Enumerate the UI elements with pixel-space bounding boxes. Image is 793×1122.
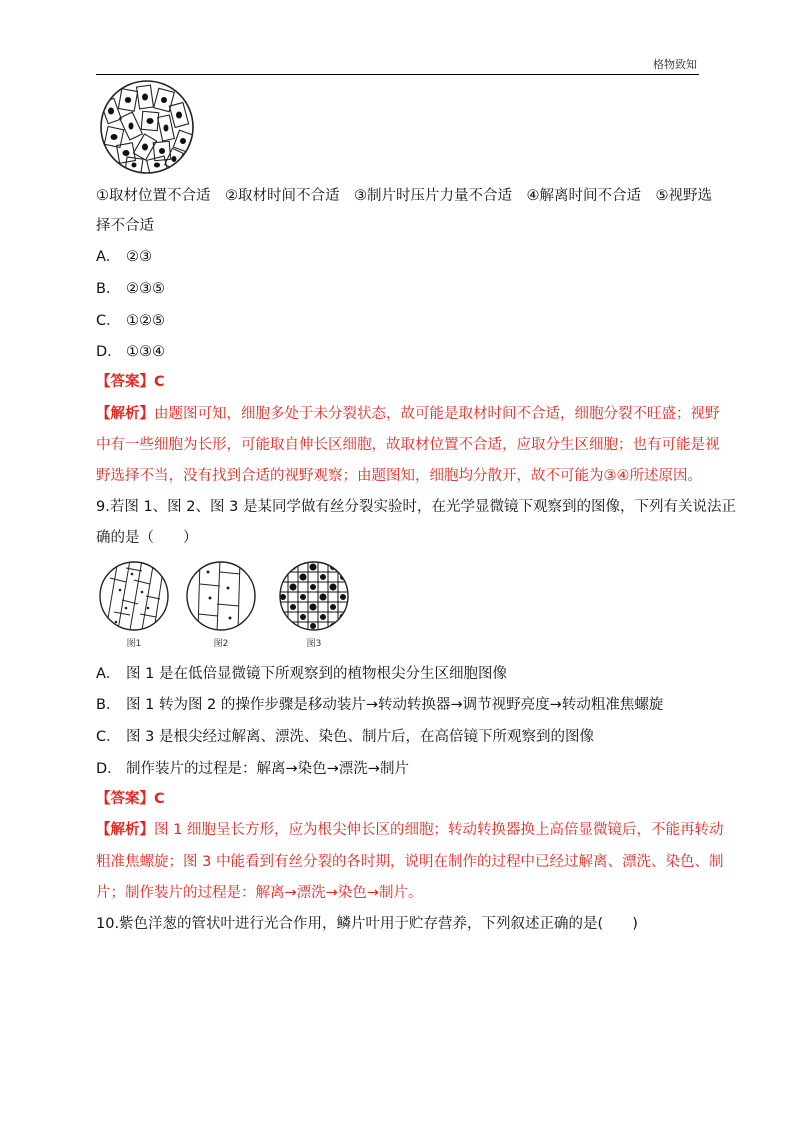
- option-letter: B．: [96, 697, 121, 713]
- q10-stem-line-1: 10.紫色洋葱的管状叶进行光合作用，鳞片叶用于贮存营养，下列叙述正确的是( ): [96, 916, 638, 932]
- q8-analysis-line-3: 野选择不当，没有找到合适的视野观察；由题图知，细胞均分散开，故不可能为③④所述原因。: [96, 468, 702, 484]
- q8-option-c: [96, 311, 706, 331]
- answer-label: 【答案】: [96, 374, 154, 390]
- q9-analysis-line-1: [96, 820, 724, 840]
- q9-option-c: [96, 727, 706, 747]
- figure-2-image: [198, 560, 240, 632]
- q8-analysis-line-2: 中有一些细胞为长形，可能取自伸长区细胞，故取材位置不合适，应取分生区细胞；也有可能是视: [96, 437, 720, 453]
- option-text: 图 1 转为图 2 的操作步骤是移动装片→转动转换器→调节视野亮度→转动粗准焦螺旋: [126, 697, 664, 713]
- option-letter: B．: [96, 281, 121, 297]
- q8-option-a: [96, 247, 706, 267]
- option-letter: D．: [96, 761, 122, 777]
- q9-stem-line-2: 确的是（ ）: [96, 530, 198, 546]
- q8-stem-line-2: 择不合适: [96, 218, 154, 234]
- option-letter: D．: [96, 344, 122, 360]
- q8-stem-line-1: ①取材位置不合适 ②取材时间不合适 ③制片时压片力量不合适 ④解离时间不合适 ⑤视野选: [96, 188, 712, 204]
- analysis-text: 图 1 细胞呈长方形，应为根尖伸长区的细胞；转动转换器换上高倍显微镜后，不能再转动: [154, 822, 724, 838]
- option-text: ①③④: [126, 344, 165, 360]
- figure-2-label: 图2: [213, 639, 229, 649]
- figure-1-label: 图1: [126, 639, 142, 649]
- answer-value: C: [154, 791, 165, 807]
- header-divider: [96, 74, 699, 75]
- analysis-label: 【解析】: [96, 406, 154, 422]
- q9-stem-line-1: 9.若图 1、图 2、图 3 是某同学做有丝分裂实验时，在光学显微镜下观察到的图像，下列有关说法正: [96, 499, 736, 515]
- option-text: 图 3 是根尖经过解离、漂洗、染色、制片后，在高倍镜下所观察到的图像: [126, 729, 594, 745]
- option-letter: C．: [96, 313, 121, 329]
- figure-1-image: [106, 560, 164, 630]
- q8-option-b: [96, 279, 706, 299]
- header-brand: 格物致知: [653, 58, 697, 71]
- option-letter: A．: [96, 249, 121, 265]
- option-text: 图 1 是在低倍显微镜下所观察到的植物根尖分生区细胞图像: [126, 666, 507, 682]
- option-letter: C．: [96, 729, 121, 745]
- q8-option-d: [96, 342, 706, 362]
- q8-answer: [96, 372, 706, 392]
- option-text: 制作装片的过程是：解离→染色→漂洗→制片: [126, 761, 409, 777]
- q8-analysis-line-1: [96, 404, 720, 424]
- q9-option-d: [96, 759, 706, 779]
- q9-option-a: [96, 664, 706, 684]
- q9-option-b: [96, 695, 706, 715]
- option-letter: A．: [96, 666, 121, 682]
- analysis-text: 由题图可知，细胞多处于未分裂状态，故可能是取材时间不合适，细胞分裂不旺盛；视野: [154, 406, 720, 422]
- analysis-label: 【解析】: [96, 822, 154, 838]
- figure-3-label: 图3: [306, 639, 322, 649]
- answer-label: 【答案】: [96, 791, 154, 807]
- answer-value: C: [154, 374, 165, 390]
- q9-analysis-line-3: 片；制作装片的过程是：解离→漂洗→染色→制片。: [96, 885, 423, 901]
- q9-analysis-line-2: 粗准焦螺旋；图 3 中能看到有丝分裂的各时期，说明在制作的过程中已经过解离、漂洗、染色、制: [96, 854, 724, 870]
- option-text: ②③⑤: [126, 281, 165, 297]
- microscope-field-figure: [96, 78, 198, 176]
- option-text: ②③: [126, 249, 152, 265]
- option-text: ①②⑤: [126, 313, 165, 329]
- q9-answer: [96, 789, 706, 809]
- q9-figures: [96, 560, 368, 650]
